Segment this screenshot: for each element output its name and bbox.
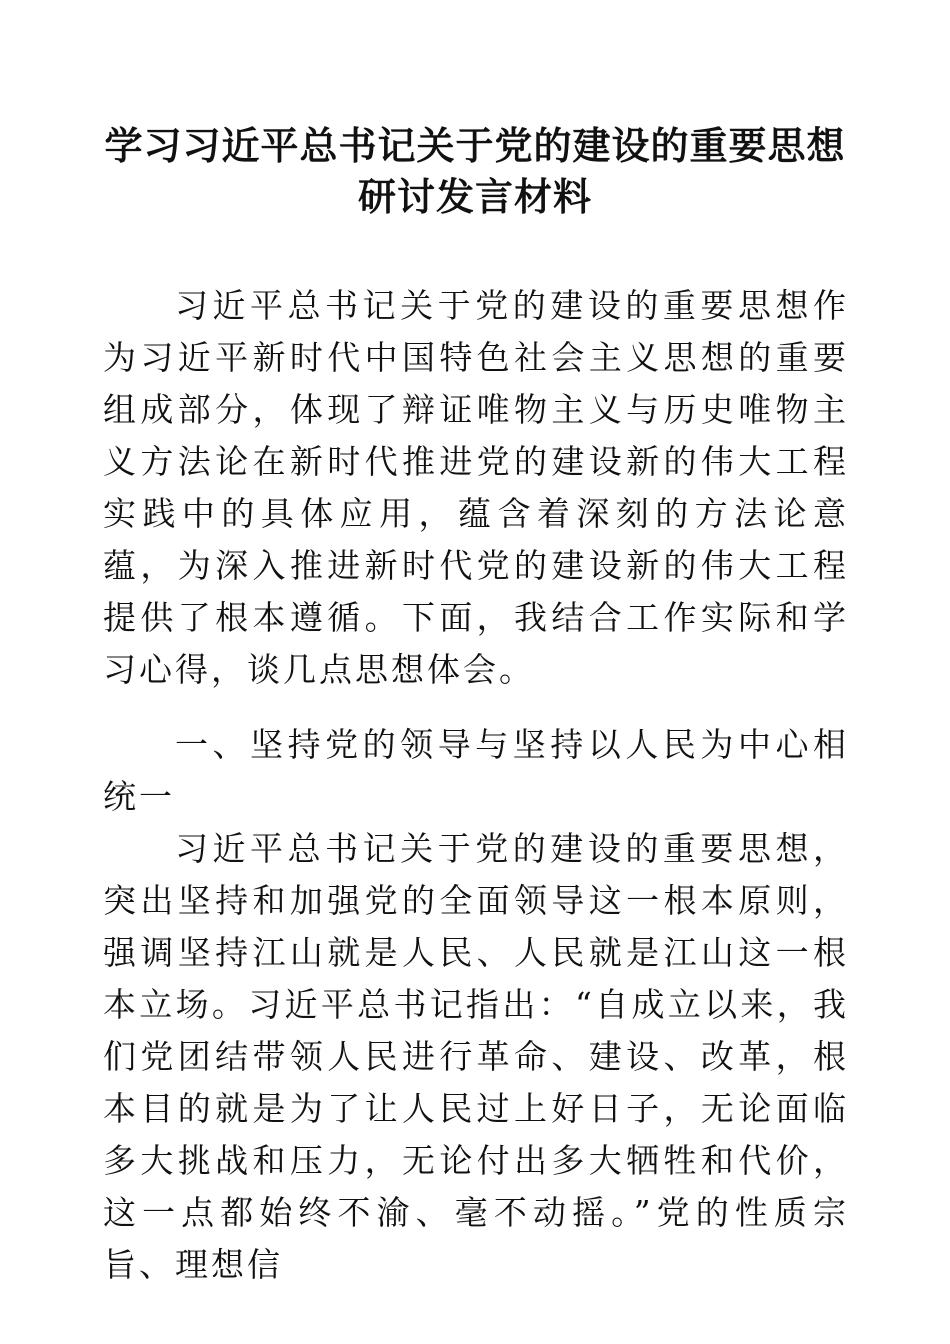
section-one-paragraph: 习近平总书记关于党的建设的重要思想，突出坚持和加强党的全面领导这一根本原则，强调坚持江山就是人民、人民就是江山这一根本立场。习近平总书记指出：“自成立以来，我们党团结带领人民进行革命、建设、改革，根本目的就是为了让人民过上好日子，无论面临多大挑战和压力，无论付出多大牺牲和代价，这一点都始终不渝、毫不动摇。”党的性质宗旨、理想信 <box>103 829 849 1284</box>
section-one-heading: 一、坚持党的领导与坚持以人民为中心相统一 <box>103 725 849 816</box>
document-title: 学习习近平总书记关于党的建设的重要思想研讨发言材料 <box>104 123 846 219</box>
intro-paragraph: 习近平总书记关于党的建设的重要思想作为习近平新时代中国特色社会主义思想的重要组成部分，体现了辩证唯物主义与历史唯物主义方法论在新时代推进党的建设新的伟大工程实践中的具体应用，蕴含着深刻的方法论意蕴，为深入推进新时代党的建设新的伟大工程提供了根本遵循。下面，我结合工作实际和学习心得，谈几点思想体会。 <box>103 286 849 689</box>
